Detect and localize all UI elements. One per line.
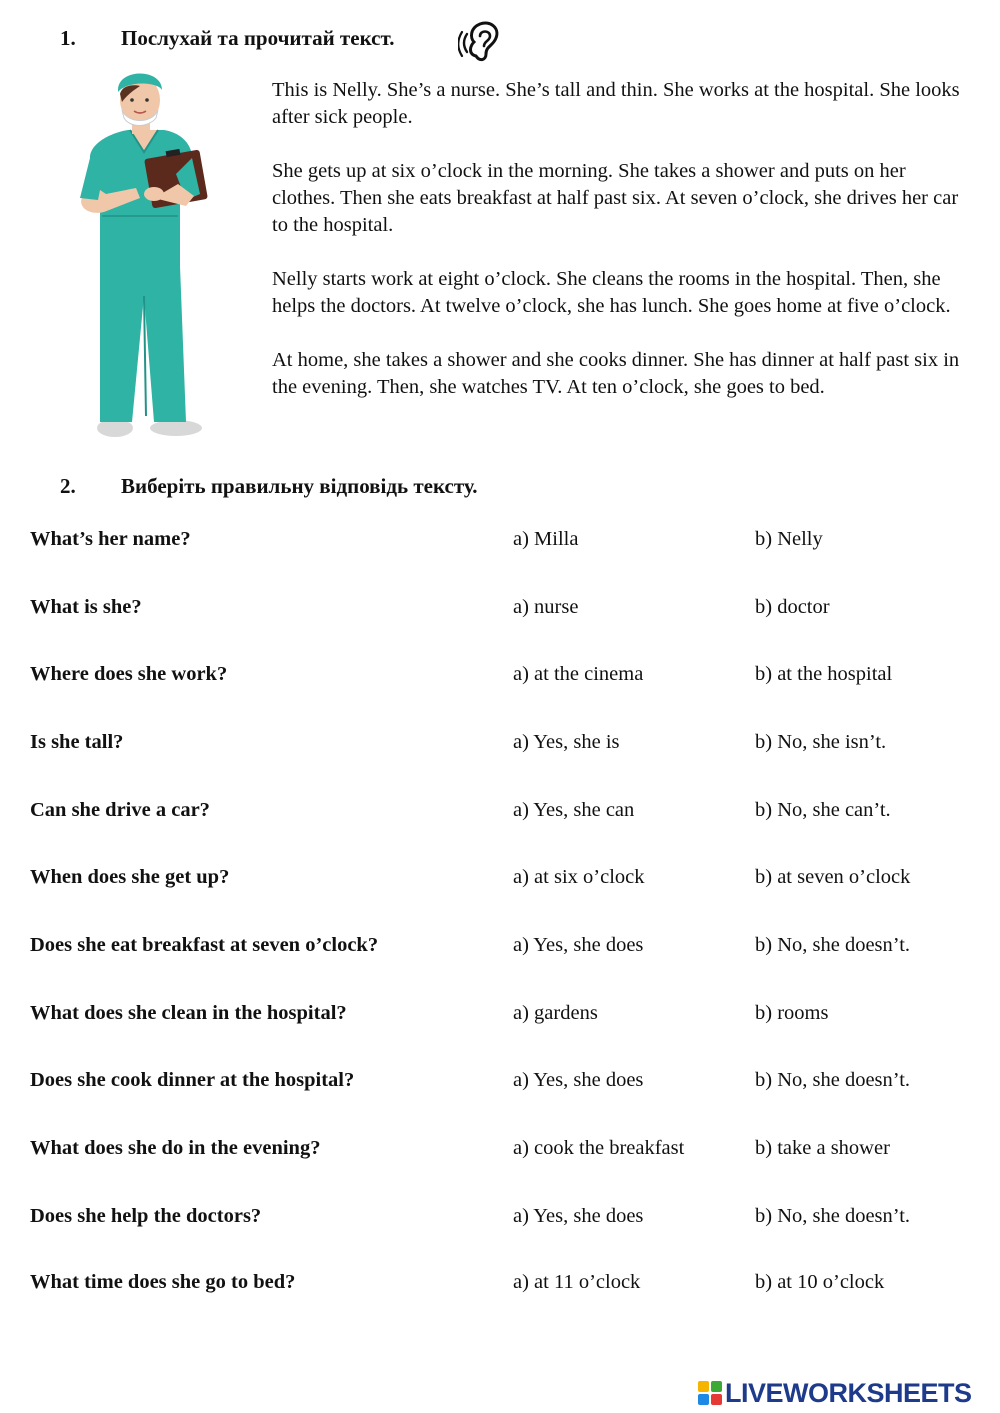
question-row: [30, 1267, 980, 1297]
answer-option-a[interactable]: a) Yes, she does: [513, 1069, 644, 1091]
reading-passage: [272, 77, 972, 428]
nurse-illustration: [68, 66, 218, 442]
answer-option-a[interactable]: a) nurse: [513, 596, 579, 618]
question-text: What’s her name?: [30, 528, 191, 550]
question-row: [30, 930, 980, 960]
answer-option-b[interactable]: b) take a shower: [755, 1137, 890, 1159]
question-text: Can she drive a car?: [30, 799, 210, 821]
answer-option-a[interactable]: a) at six o’clock: [513, 866, 645, 888]
question-text: When does she get up?: [30, 866, 230, 888]
section-1-heading: [60, 26, 394, 51]
section-2-title: Виберіть правильну відповідь тексту.: [121, 474, 478, 498]
answer-option-b[interactable]: b) No, she doesn’t.: [755, 1205, 911, 1227]
question-text: What does she do in the evening?: [30, 1137, 321, 1159]
answer-option-a[interactable]: a) at the cinema: [513, 663, 644, 685]
answer-option-a[interactable]: a) Yes, she is: [513, 731, 620, 753]
answer-option-a[interactable]: a) Yes, she can: [513, 799, 635, 821]
brand-name: LIVEWORKSHEETS: [725, 1377, 972, 1408]
question-text: Does she help the doctors?: [30, 1205, 262, 1227]
question-row: [30, 1133, 980, 1163]
question-text: Does she cook dinner at the hospital?: [30, 1069, 355, 1091]
question-row: [30, 727, 980, 757]
question-row: [30, 659, 980, 689]
passage-paragraph: This is Nelly. She’s a nurse. She’s tall and thin. She works at the hospital. She looks after sick people.: [272, 79, 960, 128]
question-row: [30, 998, 980, 1028]
answer-option-a[interactable]: a) cook the breakfast: [513, 1137, 685, 1159]
section-2-number: 2.: [60, 474, 76, 498]
question-row: [30, 795, 980, 825]
section-1-number: 1.: [60, 26, 76, 50]
question-text: Where does she work?: [30, 663, 228, 685]
answer-option-a[interactable]: a) at 11 o’clock: [513, 1271, 641, 1293]
passage-paragraph: At home, she takes a shower and she cooks dinner. She has dinner at half past six in the evening. Then, she watches TV. At ten o’clock, she goes to bed.: [272, 349, 960, 398]
liveworksheets-logo[interactable]: [698, 1376, 972, 1410]
question-row: [30, 592, 980, 622]
logo-grid-icon: [698, 1381, 722, 1405]
answer-option-b[interactable]: b) Nelly: [755, 528, 823, 550]
answer-option-b[interactable]: b) rooms: [755, 1002, 829, 1024]
answer-option-b[interactable]: b) at seven o’clock: [755, 866, 911, 888]
question-row: [30, 862, 980, 892]
answer-option-b[interactable]: b) at 10 o’clock: [755, 1271, 885, 1293]
answer-option-b[interactable]: b) No, she doesn’t.: [755, 934, 911, 956]
answer-option-b[interactable]: b) doctor: [755, 596, 830, 618]
ear-listen-icon[interactable]: [458, 16, 504, 64]
question-row: [30, 1065, 980, 1095]
question-row: [30, 524, 980, 554]
question-row: [30, 1201, 980, 1231]
question-text: What does she clean in the hospital?: [30, 1002, 347, 1024]
section-1-title: Послухай та прочитай текст.: [121, 26, 395, 50]
answer-option-b[interactable]: b) No, she doesn’t.: [755, 1069, 911, 1091]
answer-option-a[interactable]: a) Yes, she does: [513, 934, 644, 956]
answer-option-b[interactable]: b) No, she isn’t.: [755, 731, 887, 753]
question-text: What time does she go to bed?: [30, 1271, 296, 1293]
question-text: Is she tall?: [30, 731, 124, 753]
section-2-heading: [60, 474, 478, 499]
answer-option-a[interactable]: a) Milla: [513, 528, 579, 550]
question-text: What is she?: [30, 596, 142, 618]
passage-paragraph: She gets up at six o’clock in the morning. She takes a shower and puts on her clothes. Then she eats breakfast at half past six. At seven o’clock, she drives her car to the hospital.: [272, 160, 959, 236]
passage-paragraph: Nelly starts work at eight o’clock. She cleans the rooms in the hospital. Then, she helps the doctors. At twelve o’clock, she has lunch. She goes home at five o’clock.: [272, 268, 951, 317]
question-text: Does she eat breakfast at seven o’clock?: [30, 934, 379, 956]
answer-option-a[interactable]: a) gardens: [513, 1002, 598, 1024]
answer-option-b[interactable]: b) No, she can’t.: [755, 799, 891, 821]
answer-option-a[interactable]: a) Yes, she does: [513, 1205, 644, 1227]
answer-option-b[interactable]: b) at the hospital: [755, 663, 893, 685]
